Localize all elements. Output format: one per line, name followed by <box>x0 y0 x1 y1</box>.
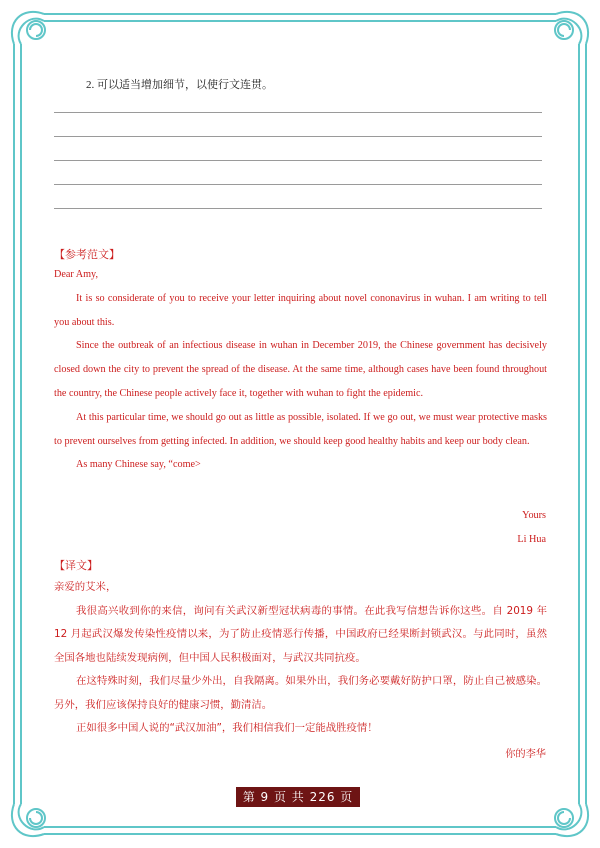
letter-paragraph: At this particular time, we should go out as little as possible, isolated. If we go out, we must wear protective masks to prevent ourselves from getting infected. In addition, we should keep good healthy habits and keep our body clean. <box>54 411 547 447</box>
translation-greeting: 亲爱的艾米， <box>54 581 117 593</box>
translation-paragraph: 正如很多中国人说的“武汉加油”，我们相信我们一定能战胜疫情！ <box>76 722 378 734</box>
answer-lines <box>54 112 542 232</box>
letter-paragraph: As many Chinese say, “come> <box>76 459 201 471</box>
letter-paragraph: Since the outbreak of an infectious disease in wuhan in December 2019, the Chinese government has decisively closed down the city to prevent the spread of the disease. At the same time, although cases have been found throughout the country, the Chinese people actively face it, together with wuhan to fight the epidemic. <box>54 340 547 399</box>
page-indicator: 第 9 页 共 226 页 <box>236 787 360 807</box>
answer-line <box>54 136 542 137</box>
question-text: 2. 可以适当增加细节，以使行文连贯。 <box>86 79 273 91</box>
translation-heading: 【译文】 <box>54 560 98 572</box>
answer-line <box>54 112 542 113</box>
answer-line <box>54 160 542 161</box>
answer-line <box>54 208 542 209</box>
translation-paragraph: 在这特殊时刻，我们尽量少外出，自我隔离。如果外出，我们务必要戴好防护口罩，防止自己被感染。另外，我们应该保持良好的健康习惯，勤清洁。 <box>54 675 547 711</box>
translation-paragraph: 我很高兴收到你的来信，询问有关武汉新型冠状病毒的事情。在此我写信想告诉你这些。自 2019 年 12 月起武汉爆发传染性疫情以来，为了防止疫情恶行传播，中国政府已经果断封锁武汉。与此同时，虽然全国各地也陆续发现病例，但中国人民积极面对，与武汉共同抗疫。 <box>54 604 547 664</box>
reference-letter <box>54 263 547 477</box>
answer-line <box>54 184 542 185</box>
letter-closing: Yours <box>522 510 546 521</box>
letter-paragraph: It is so considerate of you to receive your letter inquiring about novel cononavirus in wuhan. I am writing to tell you about this. <box>54 292 547 328</box>
translation-body <box>54 576 547 741</box>
translation-signature: 你的李华 <box>505 749 546 760</box>
letter-signature: Li Hua <box>517 534 546 545</box>
reference-heading: 【参考范文】 <box>54 249 120 261</box>
letter-greeting: Dear Amy, <box>54 269 99 280</box>
